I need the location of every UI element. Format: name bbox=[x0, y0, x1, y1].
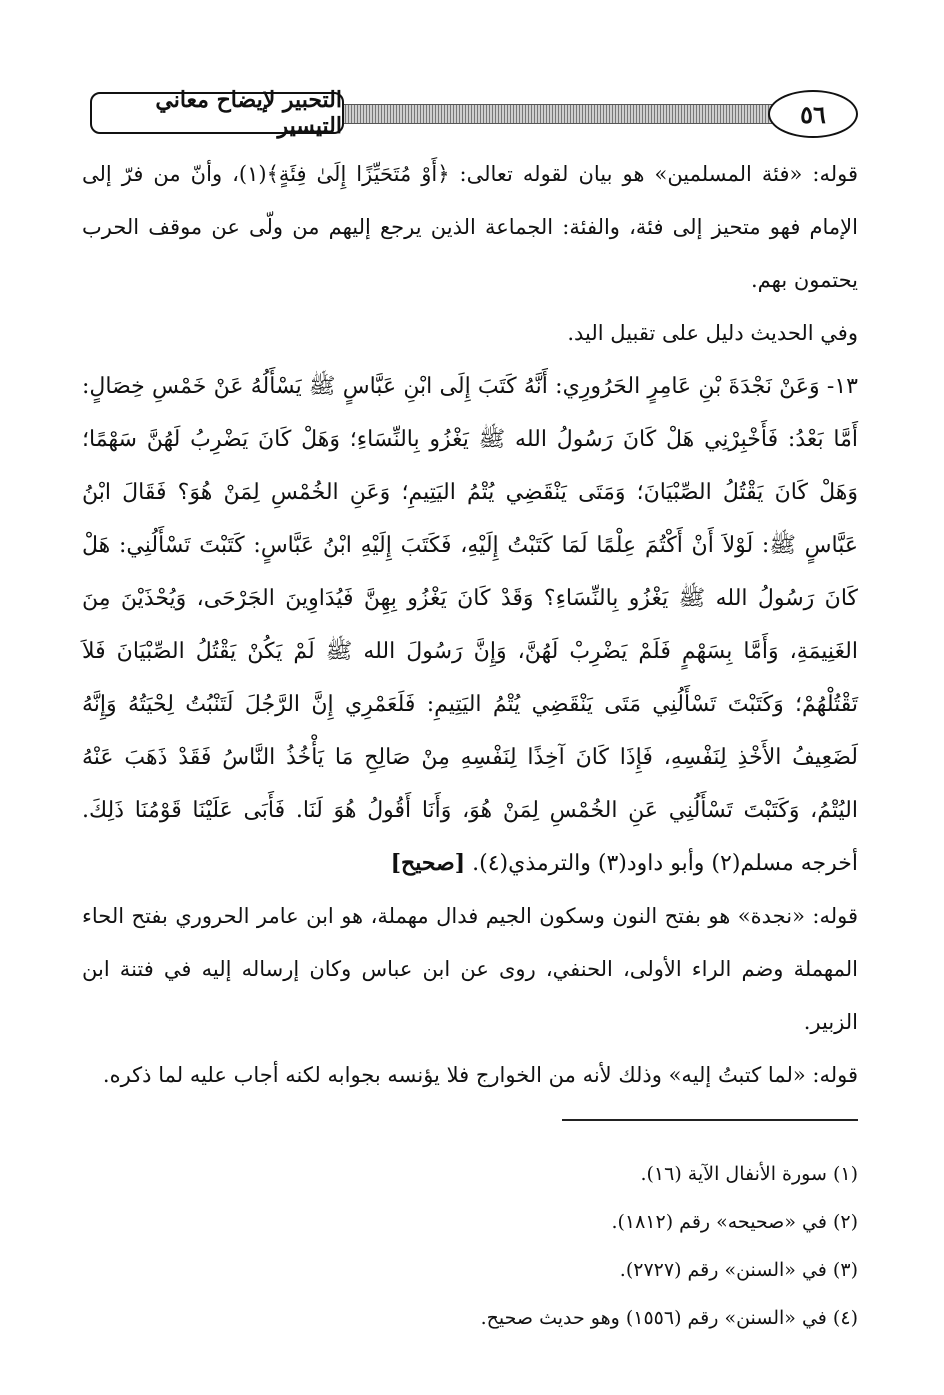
page-header bbox=[78, 87, 858, 140]
paragraph-commentary-3: قوله: «نجدة» هو بفتح النون وسكون الجيم فدال مهملة، هو ابن عامر الحروري بفتح الحاء المهملة وضم الراء الأولى، الحنفي، روى عن ابن عباس وكان إرساله إليه في فتنة ابن الزبير. bbox=[82, 904, 858, 1034]
paragraph-commentary-1: قوله: «فئة المسلمين» هو بيان لقوله تعالى: ﴿أَوْ مُتَحَيِّزًا إِلَىٰ فِئَةٍ﴾(١)، وأنّ من فرّ إلى الإمام فهو متحيز إلى فئة، والفئة: الجماعة الذين يرجع إليهم من ولّى عن موقف الحرب يحتمون بهم. bbox=[82, 162, 859, 292]
hadith-grade: [صحيح] bbox=[390, 850, 466, 876]
page-body bbox=[82, 148, 858, 1102]
page-number: ٥٦ bbox=[768, 90, 858, 138]
footnote-3: (٣) في «السنن» رقم (٢٧٢٧). bbox=[619, 1259, 858, 1281]
footnote-1: (١) سورة الأنفال الآية (١٦). bbox=[640, 1163, 858, 1185]
hadith-text bbox=[82, 360, 858, 890]
book-title: التحبير لإيضاح معاني التيسير bbox=[90, 92, 344, 134]
paragraph-commentary-4: قوله: «لما كتبتُ إليه» وذلك لأنه من الخوارج فلا يؤنسه بجوابه لكنه أجاب عليه لما ذكره. bbox=[102, 1063, 858, 1087]
footnote-4: (٤) في «السنن» رقم (١٥٥٦) وهو حديث صحيح. bbox=[480, 1307, 858, 1329]
footnote-2: (٢) في «صحيحه» رقم (١٨١٢). bbox=[611, 1211, 858, 1233]
footnotes bbox=[82, 1150, 858, 1342]
paragraph-commentary-2: وفي الحديث دليل على تقبيل اليد. bbox=[567, 321, 858, 345]
hadith-body: ١٣- وَعَنْ نَجْدَةَ بْنِ عَامِرٍ الحَرُورِي: أَنَّهُ كَتَبَ إِلَى ابْنِ عَبَّاسٍ ﷺ يَسْأَلُهُ عَنْ خَمْسِ خِصَالٍ: أَمَّا بَعْدُ: فَأَخْبِرْنِي هَلْ كَانَ رَسُولُ الله ﷺ يَغْزُو بِالنِّسَاءِ؛ وَهَلْ كَانَ يَضْرِبُ لَهُنَّ سَهْمًا؛ وَهَلْ كَانَ يَقْتُلُ الصِّبْيَانَ؛ وَمَتَى يَنْقَضِي يُتْمُ اليَتِيمِ؛ وَعَنِ الخُمْسِ لِمَنْ هُوَ؟ فَقَالَ ابْنُ عَبَّاسٍ ﷺ: لَوْلاَ أَنْ أَكْتُمَ عِلْمًا لَمَا كَتَبْتُ إِلَيْهِ، فَكَتَبَ إِلَيْهِ ابْنُ عَبَّاسٍ: كَتَبْتَ تَسْأَلُنِي: هَلْ كَانَ رَسُولُ الله ﷺ يَغْزُو بِالنِّسَاءِ؟ وَقَدْ كَانَ يَغْزُو بِهِنَّ فَيُدَاوِينَ الجَرْحَى، وَيُحْذَيْنَ مِنَ الغَنِيمَةِ، وَأَمَّا بِسَهْمٍ فَلَمْ يَضْرِبْ لَهُنَّ، وَإِنَّ رَسُولَ الله ﷺ لَمْ يَكُنْ يَقْتُلُ الصِّبْيَانَ فَلاَ تَقْتُلْهُمْ؛ وَكَتَبْتَ تَسْأَلُنِي مَتَى يَنْقَضِي يُتْمُ اليَتِيمِ: فَلَعَمْرِي إِنَّ الرَّجُلَ لَتَنْبُتُ لِحْيَتُهُ وَإِنَّهُ لَضَعِيفُ الأَخْذِ لِنَفْسِهِ، فَإِذَا كَانَ آخِذًا لِنَفْسِهِ مِنْ صَالِحِ مَا يَأْخُذُ النَّاسُ فَقَدْ ذَهَبَ عَنْهُ اليُتْمُ، وَكَتَبْتَ تَسْأَلُنِي عَنِ الخُمْسِ لِمَنْ هُوَ، وَأَنَا أَقُولُ هُوَ لَنَا. فَأَبَى عَلَيْنَا قَوْمُنَا ذَلِكَ. أخرجه مسلم(٢) وأبو داود(٣) والترمذي(٤). bbox=[82, 374, 858, 876]
footnote-separator bbox=[562, 1119, 858, 1121]
header-band bbox=[318, 104, 798, 124]
